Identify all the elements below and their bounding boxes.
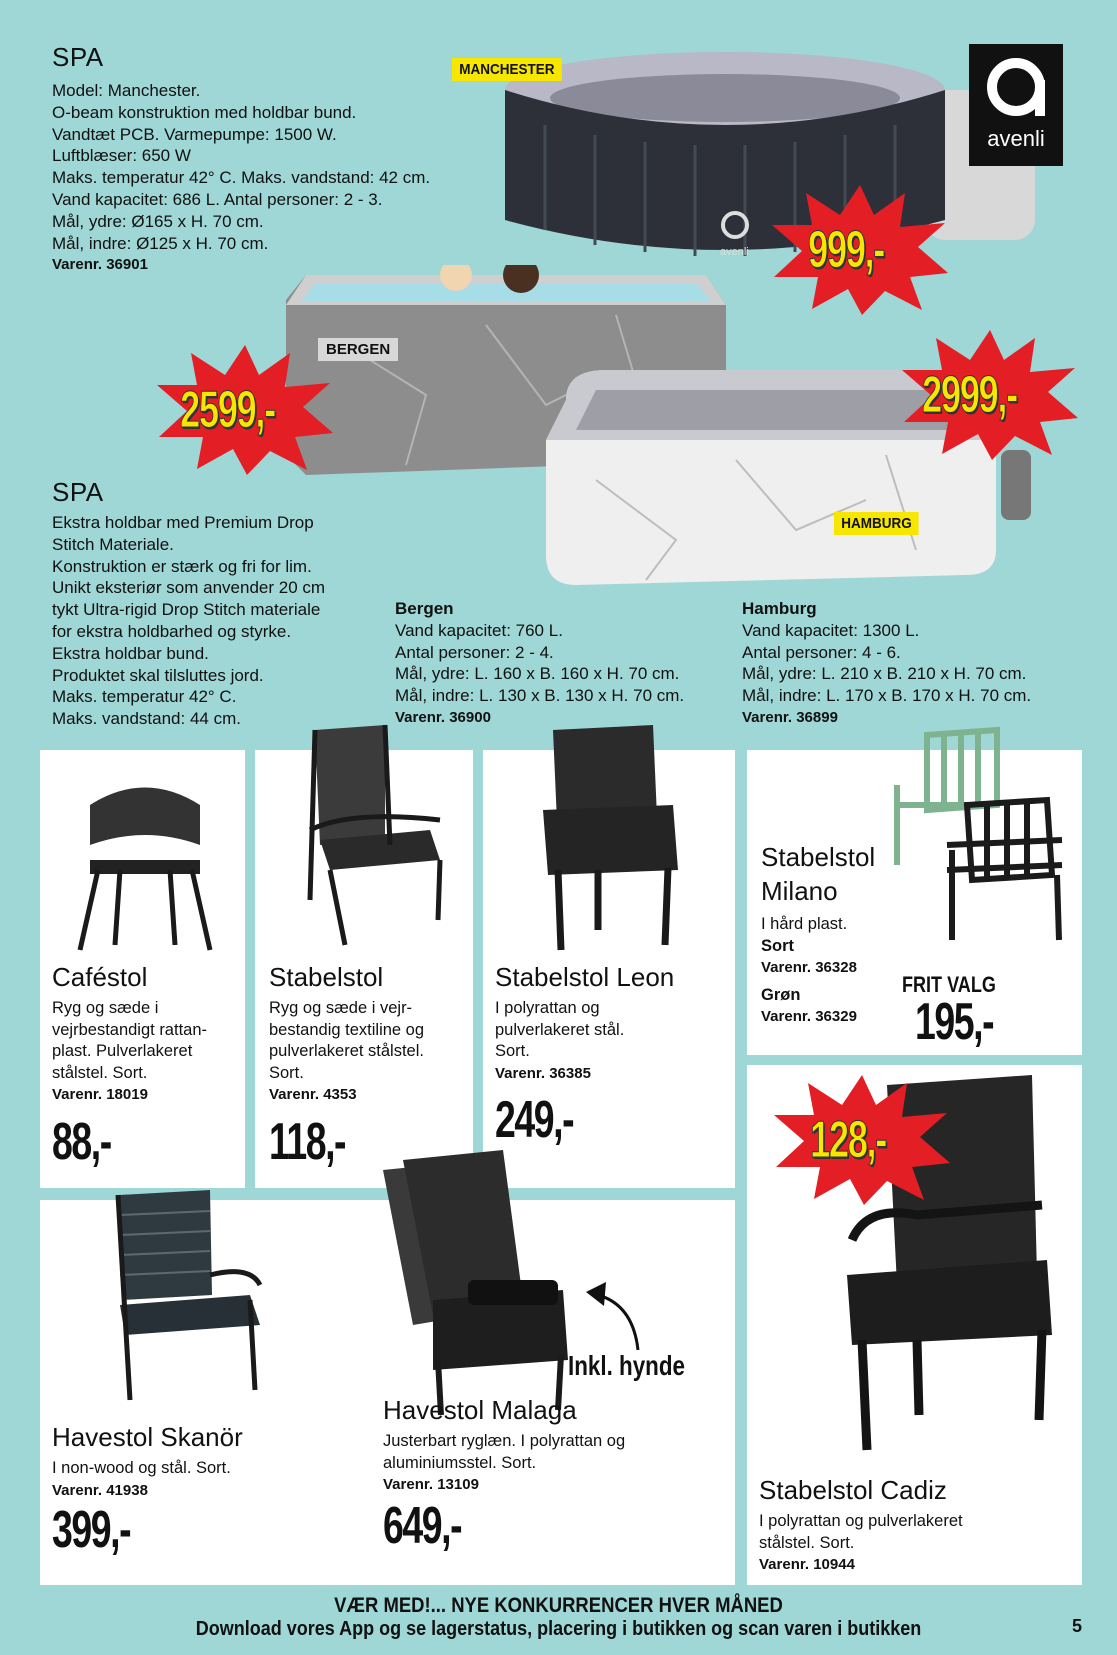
item-number: Varenr. 36901 bbox=[52, 256, 148, 274]
item-number: Varenr. 36900 bbox=[395, 708, 491, 726]
spec-line: Luftblæser: 650 W bbox=[52, 146, 191, 166]
spec-line: Model: Manchester. bbox=[52, 81, 201, 100]
hamburg-price: 2999,- bbox=[922, 366, 1017, 424]
desc-line: I polyrattan og bbox=[495, 999, 600, 1017]
product-card-milano bbox=[747, 750, 1082, 1055]
product-description bbox=[495, 998, 730, 1084]
spec-line: Mål, ydre: L. 210 x B. 210 x H. 70 cm. bbox=[742, 664, 1027, 684]
desc-line: bestandig textiline og bbox=[269, 1020, 425, 1039]
product-description bbox=[383, 1431, 728, 1496]
spec-line: Maks. temperatur 42° C. bbox=[52, 687, 237, 707]
spec-line: Antal personer: 2 - 4. bbox=[395, 642, 554, 662]
desc-line: I non-wood og stål. Sort. bbox=[52, 1459, 231, 1477]
manchester-price: 999,- bbox=[808, 221, 884, 279]
product-card-leon bbox=[483, 750, 735, 1188]
product-name: Stabelstol Cadiz bbox=[759, 1475, 947, 1505]
spec-line: Vandtæt PCB. Varmepumpe: 1500 W. bbox=[52, 124, 337, 144]
hamburg-specs bbox=[742, 598, 1082, 729]
spec-line: Antal personer: 4 - 6. bbox=[742, 642, 901, 662]
malaga-image bbox=[373, 1150, 583, 1420]
spec-line: Vand kapacitet: 760 L. bbox=[395, 620, 563, 640]
product-price: 195,- bbox=[915, 993, 994, 1051]
stabelstol-image bbox=[290, 720, 450, 950]
desc-line: vejrbestandigt rattan- bbox=[52, 1020, 208, 1039]
spec-line: for ekstra holdbarhed og styrke. bbox=[52, 621, 292, 641]
desc-line: Sort. bbox=[269, 1063, 304, 1082]
spec-line: Ekstra holdbar bund. bbox=[52, 643, 209, 663]
page-number: 5 bbox=[1072, 1616, 1083, 1636]
item-number: Varenr. 36385 bbox=[495, 1064, 591, 1082]
malaga-callout: Inkl. hynde bbox=[568, 1350, 685, 1381]
drop-stitch-specs bbox=[52, 512, 382, 730]
spa-heading-drop-stitch: SPA bbox=[52, 477, 104, 507]
spec-line: Mål, indre: Ø125 x H. 70 cm. bbox=[52, 233, 269, 253]
product-name: Havestol Malaga bbox=[383, 1395, 577, 1425]
product-name: Stabelstol bbox=[269, 962, 384, 992]
spec-line: Mål, ydre: L. 160 x B. 160 x H. 70 cm. bbox=[395, 664, 680, 684]
avenli-a-icon bbox=[987, 58, 1045, 116]
desc-line: Ryg og sæde i vejr- bbox=[269, 999, 413, 1017]
spec-line: Produktet skal tilsluttes jord. bbox=[52, 665, 264, 685]
spec-line: Maks. vandstand: 44 cm. bbox=[52, 709, 241, 729]
item-number: Varenr. 10944 bbox=[759, 1556, 855, 1573]
item-number: Varenr. 18019 bbox=[52, 1086, 148, 1103]
item-number: Varenr. 4353 bbox=[269, 1086, 357, 1103]
product-card-skanor bbox=[40, 1200, 373, 1585]
product-name: Stabelstol Leon bbox=[495, 962, 675, 992]
spec-line: Vand kapacitet: 1300 L. bbox=[742, 620, 920, 640]
variant-label: Sort bbox=[761, 936, 794, 955]
product-description bbox=[759, 1511, 1079, 1576]
cadiz-price: 128,- bbox=[810, 1111, 886, 1169]
arrow-icon bbox=[578, 1280, 648, 1355]
spa-heading-manchester: SPA bbox=[52, 42, 104, 72]
avenli-logo-text: avenli bbox=[987, 126, 1045, 151]
desc-line: stålstel. Sort. bbox=[52, 1063, 148, 1082]
skanor-image bbox=[100, 1175, 300, 1415]
bergen-price: 2599,- bbox=[180, 381, 275, 439]
bergen-name: Bergen bbox=[395, 599, 454, 618]
desc-line: pulverlakeret stål. bbox=[495, 1020, 625, 1039]
footer-contest: VÆR MED!... NYE KONKURRENCER HVER MÅNED bbox=[334, 1594, 783, 1617]
product-price: 249,- bbox=[495, 1091, 574, 1149]
product-name: Havestol Skanör bbox=[52, 1422, 243, 1452]
spec-line: Maks. temperatur 42° C. Maks. vandstand: 42 cm. bbox=[52, 168, 431, 188]
product-name-line1: Stabelstol bbox=[761, 842, 876, 872]
product-card-cafestol bbox=[40, 750, 245, 1188]
item-number: Varenr. 36899 bbox=[742, 708, 838, 726]
footer-app-info: Download vores App og se lagerstatus, placering i butikken og scan varen i butikken bbox=[195, 1618, 922, 1640]
desc-line: I hård plast. bbox=[761, 915, 848, 933]
item-number: Varenr. 36328 bbox=[761, 959, 857, 976]
product-card-stabelstol bbox=[255, 750, 473, 1188]
hamburg-label: HAMBURG bbox=[834, 512, 919, 535]
spec-line: Konstruktion er stærk og fri for lim. bbox=[52, 556, 312, 576]
item-number: Varenr. 13109 bbox=[383, 1476, 479, 1493]
item-number: Varenr. 36329 bbox=[761, 1008, 857, 1025]
product-price: 88,- bbox=[52, 1113, 111, 1171]
desc-line: Sort. bbox=[495, 1042, 530, 1060]
item-number: Varenr. 41938 bbox=[52, 1481, 148, 1499]
spec-line: O-beam konstruktion med holdbar bund. bbox=[52, 102, 357, 122]
desc-line: plast. Pulverlakeret bbox=[52, 1042, 193, 1060]
desc-line: Justerbart ryglæn. I polyrattan og bbox=[383, 1432, 626, 1450]
product-name: Caféstol bbox=[52, 962, 148, 992]
hamburg-name: Hamburg bbox=[742, 599, 817, 618]
cafestol-image bbox=[70, 765, 220, 955]
tub-logo-text: avenli bbox=[720, 246, 749, 258]
choice-label: FRIT VALG bbox=[902, 972, 996, 997]
product-name-line2: Milano bbox=[761, 876, 838, 906]
spec-line: Unikt eksteriør som anvender 20 cm bbox=[52, 578, 326, 598]
leon-image bbox=[523, 720, 693, 955]
spec-line: tykt Ultra-rigid Drop Stitch materiale bbox=[52, 600, 321, 620]
spec-line: Mål, indre: L. 170 x B. 170 x H. 70 cm. bbox=[742, 686, 1032, 706]
desc-line: Ryg og sæde i bbox=[52, 999, 159, 1017]
desc-line: I polyrattan og pulverlakeret bbox=[759, 1512, 963, 1530]
product-description bbox=[52, 998, 242, 1106]
product-price: 649,- bbox=[383, 1497, 462, 1555]
manchester-label: MANCHESTER bbox=[452, 58, 562, 81]
product-price: 118,- bbox=[269, 1113, 346, 1171]
spec-line: Mål, indre: L. 130 x B. 130 x H. 70 cm. bbox=[395, 686, 685, 706]
spec-line: Stitch Materiale. bbox=[52, 534, 174, 554]
product-price: 399,- bbox=[52, 1501, 131, 1559]
desc-line: stålstel. Sort. bbox=[759, 1533, 855, 1552]
bergen-specs bbox=[395, 598, 725, 729]
spec-line: Mål, ydre: Ø165 x H. 70 cm. bbox=[52, 211, 264, 231]
product-card-malaga bbox=[373, 1200, 735, 1585]
product-description bbox=[52, 1458, 362, 1501]
desc-line: aluminiumsstel. Sort. bbox=[383, 1453, 537, 1472]
desc-line: pulverlakeret stålstel. bbox=[269, 1042, 424, 1060]
spec-line: Vand kapacitet: 686 L. Antal personer: 2 - 3. bbox=[52, 189, 383, 209]
bergen-label: BERGEN bbox=[318, 338, 398, 361]
variant-label: Grøn bbox=[761, 985, 801, 1004]
product-description bbox=[269, 998, 469, 1106]
spec-line: Ekstra holdbar med Premium Drop bbox=[52, 513, 314, 532]
manchester-specs bbox=[52, 80, 512, 276]
avenli-logo bbox=[969, 44, 1063, 166]
